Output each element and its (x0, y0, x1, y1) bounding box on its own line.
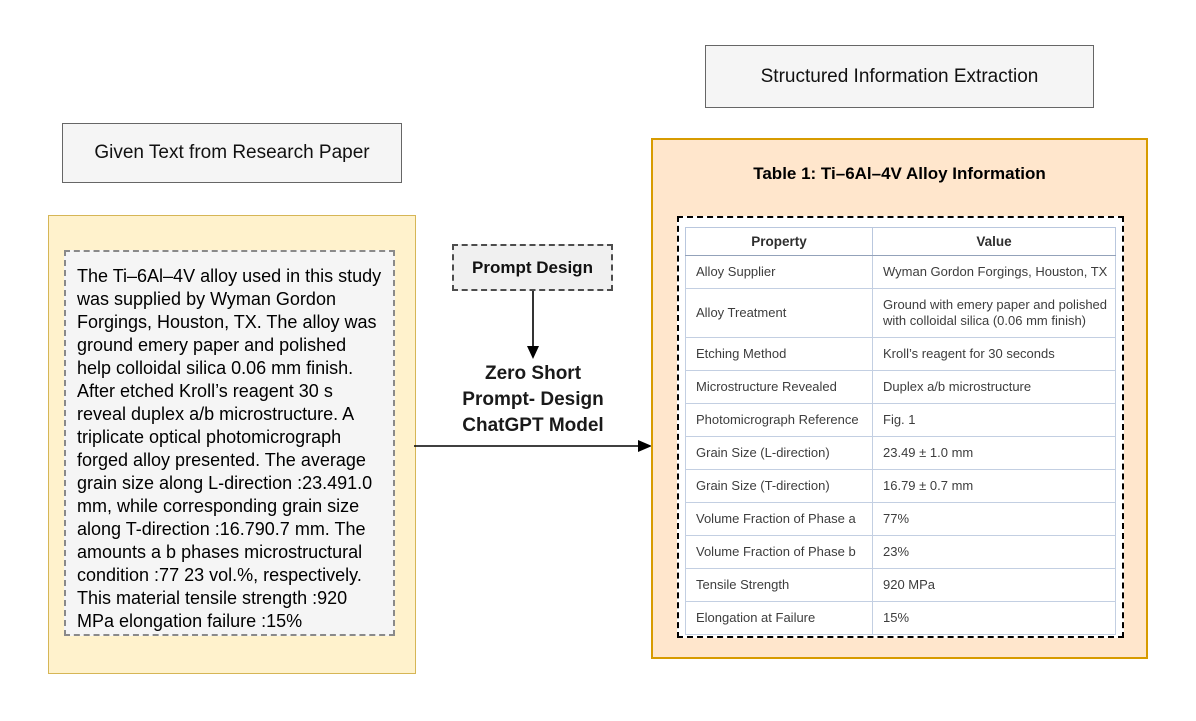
property-cell: Alloy Supplier (686, 256, 873, 289)
table-row (686, 437, 1116, 470)
model-label-line3: ChatGPT Model (462, 415, 604, 436)
given-text-label (62, 123, 402, 183)
table-header-row (686, 228, 1116, 256)
value-cell: 16.79 ± 0.7 mm (873, 470, 1116, 503)
prompt-design-box (452, 244, 613, 291)
value-cell: 23.49 ± 1.0 mm (873, 437, 1116, 470)
property-cell: Alloy Treatment (686, 289, 873, 338)
property-cell: Grain Size (L-direction) (686, 437, 873, 470)
table-row (686, 338, 1116, 371)
property-cell: Volume Fraction of Phase b (686, 536, 873, 569)
structured-extraction-label (705, 45, 1094, 108)
model-label-line2: Prompt- Design (462, 389, 604, 410)
model-label-line1: Zero Short (484, 363, 582, 384)
table-header-property: Property (686, 228, 873, 256)
table-row (686, 470, 1116, 503)
property-cell: Tensile Strength (686, 569, 873, 602)
source-text-box (64, 250, 395, 636)
arrow-right-icon (414, 439, 652, 453)
property-cell: Photomicrograph Reference (686, 404, 873, 437)
value-cell: Ground with emery paper and polished with colloidal silica (0.06 mm finish) (873, 289, 1116, 338)
given-text-label-text: Given Text from Research Paper (94, 142, 370, 163)
value-cell: 920 MPa (873, 569, 1116, 602)
property-cell: Volume Fraction of Phase a (686, 503, 873, 536)
value-cell: 23% (873, 536, 1116, 569)
property-cell: Microstructure Revealed (686, 371, 873, 404)
table-row (686, 289, 1116, 338)
table-row (686, 371, 1116, 404)
result-table-box (677, 216, 1124, 638)
alloy-info-table (685, 227, 1116, 635)
table-row (686, 569, 1116, 602)
value-cell: Kroll’s reagent for 30 seconds (873, 338, 1116, 371)
value-cell: 15% (873, 602, 1116, 635)
source-paragraph: The Ti–6Al–4V alloy used in this study was supplied by Wyman Gordon Forgings, Houston, TX. The alloy was ground emery paper and polished help colloidal silica 0.06 mm finish. After etched Kroll’s reagent 30 s reveal duplex a/b microstructure. A triplicate optical photomicrograph forged alloy presented. The average grain size along L-direction :23.491.0 mm, while corresponding grain size along T-direction :16.790.7 mm. The amounts a b phases microstructural condition :77 23 vol.%, respectively. This material tensile strength :920 MPa elongation failure :15% (77, 266, 382, 631)
property-cell: Etching Method (686, 338, 873, 371)
table-row (686, 256, 1116, 289)
structured-extraction-label-text: Structured Information Extraction (760, 65, 1039, 87)
prompt-design-label: Prompt Design (472, 257, 593, 277)
source-text-panel (48, 215, 416, 674)
value-cell: Wyman Gordon Forgings, Houston, TX (873, 256, 1116, 289)
arrow-down-icon (526, 291, 540, 359)
property-cell: Elongation at Failure (686, 602, 873, 635)
table-row (686, 503, 1116, 536)
chatgpt-model-label (438, 361, 628, 439)
value-cell: Duplex a/b microstructure (873, 371, 1116, 404)
table-row (686, 536, 1116, 569)
property-cell: Grain Size (T-direction) (686, 470, 873, 503)
table-row (686, 404, 1116, 437)
extraction-result-panel (651, 138, 1148, 659)
table-header-value: Value (873, 228, 1116, 256)
value-cell: Fig. 1 (873, 404, 1116, 437)
table-row (686, 602, 1116, 635)
table-title: Table 1: Ti–6Al–4V Alloy Information (753, 164, 1046, 183)
value-cell: 77% (873, 503, 1116, 536)
